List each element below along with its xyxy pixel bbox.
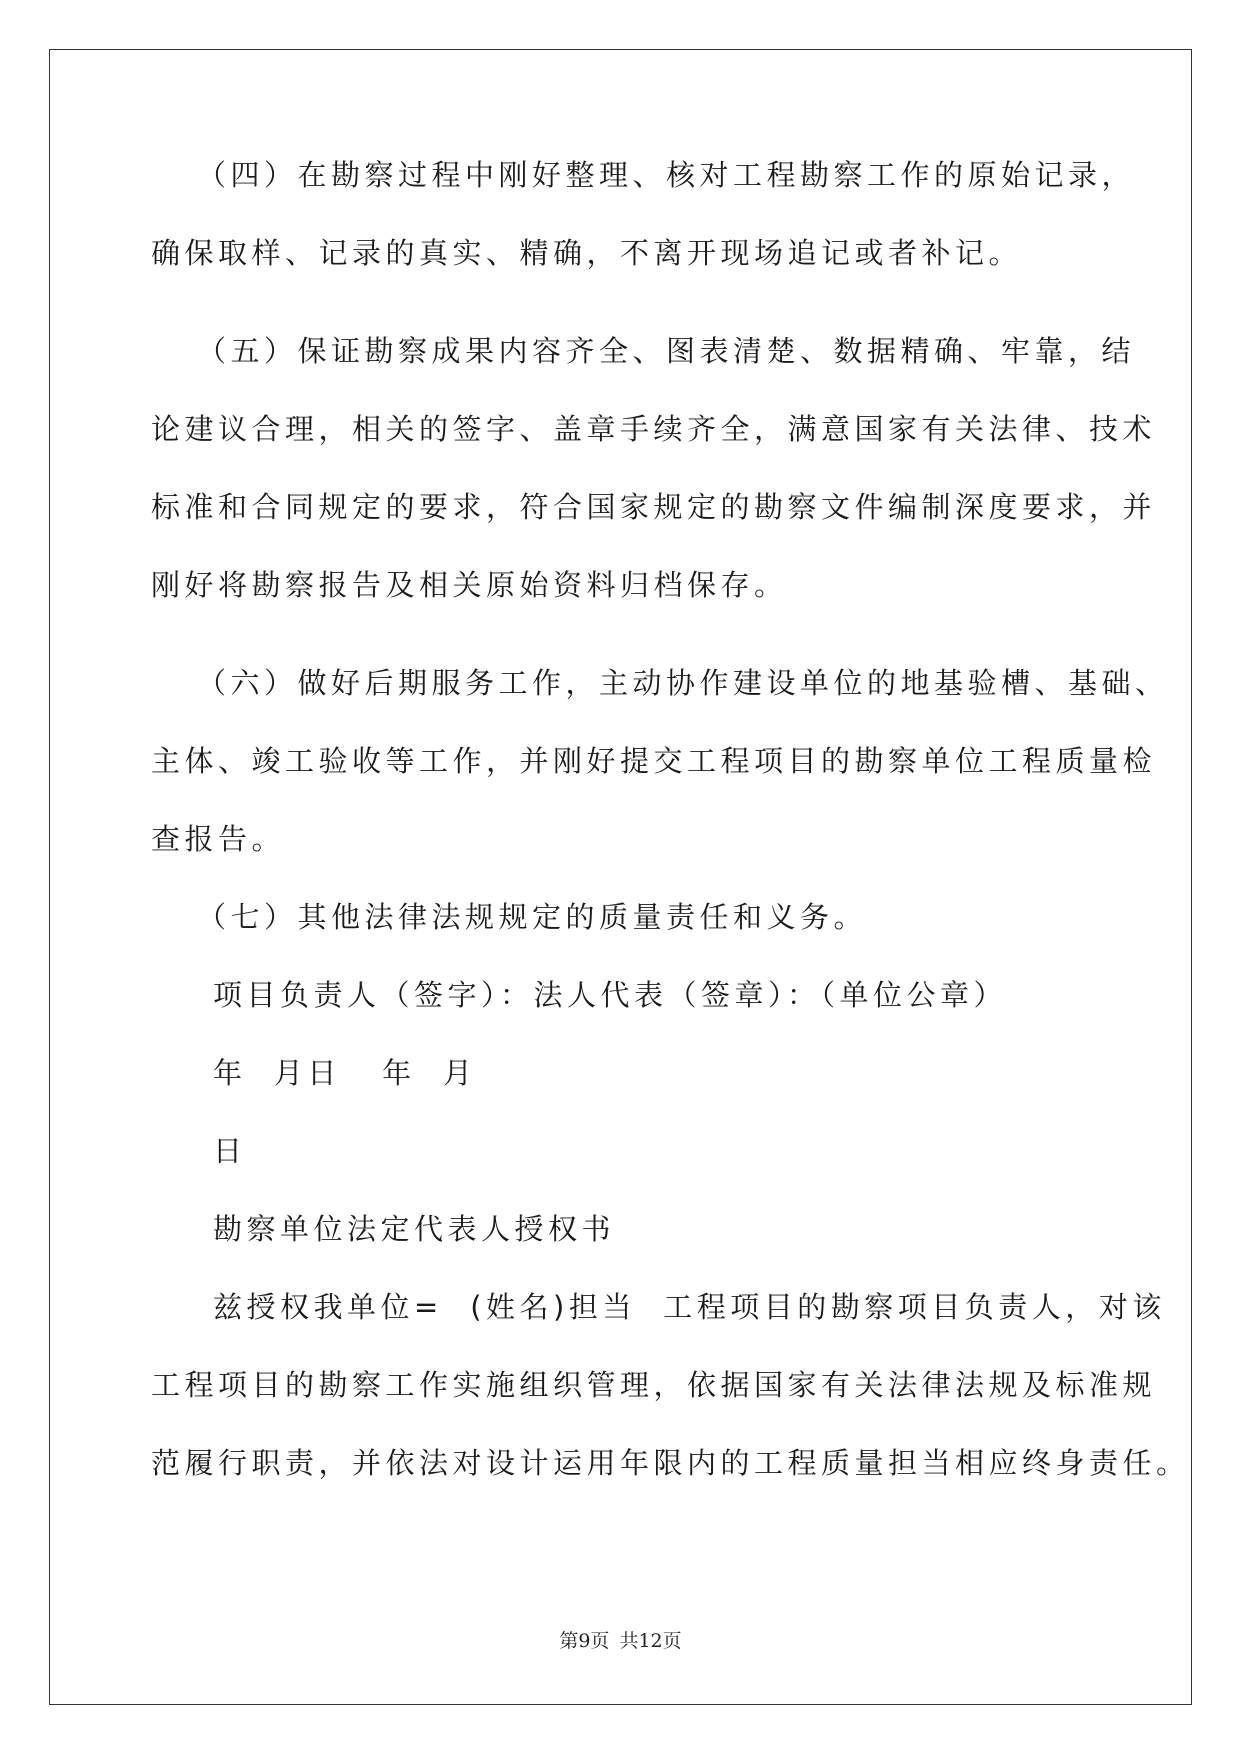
auth-para-line-3: 范履行职责，并依法对设计运用年限内的工程质量担当相应终身责任。 (151, 1446, 1190, 1480)
auth-para-line-1: 兹授权我单位= (姓名)担当 工程项目的勘察项目负责人，对该 (213, 1290, 1166, 1324)
auth-para-line-2: 工程项目的勘察工作实施组织管理，依据国家有关法律法规及标准规 (151, 1368, 1157, 1402)
date-line-2: 日 (213, 1134, 247, 1168)
para-1-line-2: 确保取样、记录的真实、精确，不离开现场追记或者补记。 (151, 236, 1023, 270)
para-1-line-1: （四）在勘察过程中刚好整理、核对工程勘察工作的原始记录， (197, 158, 1136, 192)
page-footer (0, 1626, 1241, 1653)
date-line-1: 年 月日 年 月 (213, 1056, 477, 1090)
para-2-line-3: 标准和合同规定的要求，符合国家规定的勘察文件编制深度要求，并 (151, 490, 1157, 524)
authorization-title: 勘察单位法定代表人授权书 (213, 1212, 616, 1246)
page-number: 第9页 (559, 1630, 610, 1652)
para-3-line-1: （六）做好后期服务工作，主动协作建设单位的地基验槽、基础、 (197, 666, 1169, 700)
para-2-line-1: （五）保证勘察成果内容齐全、图表清楚、数据精确、牢靠，结 (197, 334, 1136, 368)
para-3-line-3: 查报告。 (151, 822, 286, 856)
para-4-line-1: （七）其他法律法规规定的质量责任和义务。 (197, 900, 868, 934)
para-3-line-2: 主体、竣工验收等工作，并刚好提交工程项目的勘察单位工程质量检 (151, 744, 1157, 778)
para-2-line-2: 论建议合理，相关的签字、盖章手续齐全，满意国家有关法律、技术 (151, 412, 1157, 446)
page-total: 共12页 (619, 1630, 682, 1652)
para-2-line-4: 刚好将勘察报告及相关原始资料归档保存。 (151, 568, 788, 602)
signature-line: 项目负责人（签字）：法人代表（签章）：（单位公章） (213, 978, 1008, 1012)
